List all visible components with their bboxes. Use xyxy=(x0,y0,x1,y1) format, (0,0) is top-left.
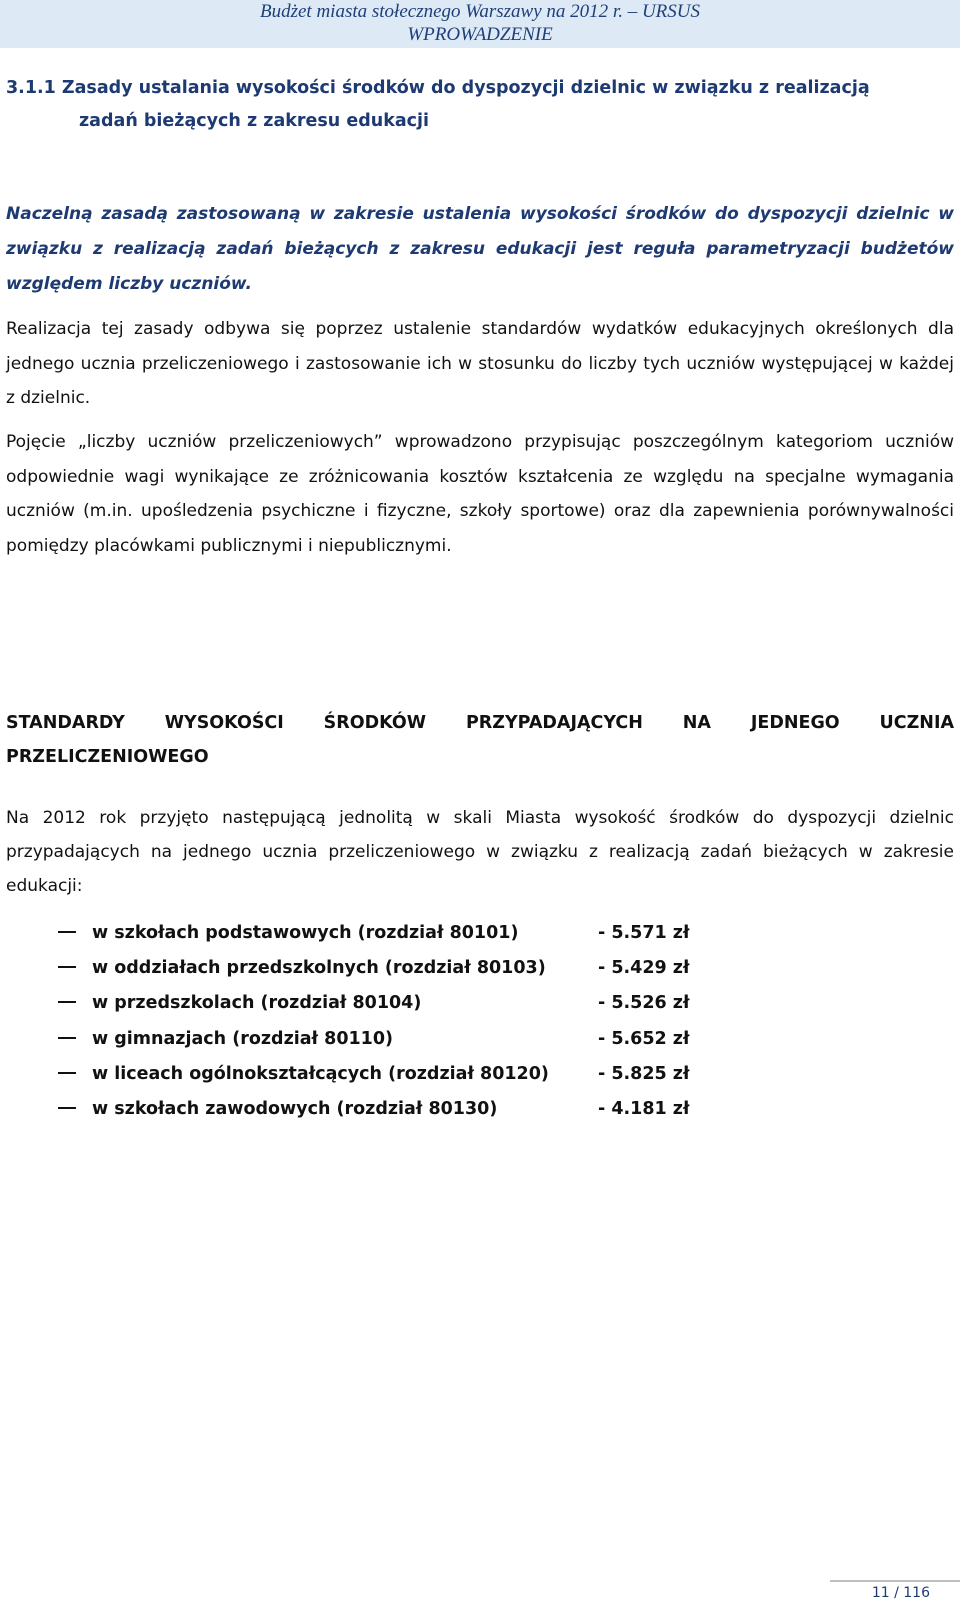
dash-bullet xyxy=(58,1107,76,1109)
dash-bullet xyxy=(58,1037,76,1039)
standards-intro-paragraph: Na 2012 rok przyjęto następującą jednolitą w skali Miasta wysokość środków do dyspozycji dzielnic przypadających na jednego ucznia przeliczeniowego w związku z realizacją zadań bieżących w zakresie edukacji: xyxy=(6,808,954,896)
list-item xyxy=(0,1056,960,1092)
standard-label: w gimnazjach (rozdział 80110) xyxy=(92,1029,394,1049)
section-title-line1: Zasady ustalania wysokości środków do dyspozycji dzielnic w związku z realizacją xyxy=(61,78,870,98)
section-title xyxy=(6,72,950,138)
dash-bullet xyxy=(58,1072,76,1074)
standard-amount: - 5.571 zł xyxy=(598,923,690,943)
standard-label: w przedszkolach (rozdział 80104) xyxy=(92,993,422,1013)
standard-amount: - 5.825 zł xyxy=(598,1064,690,1084)
standard-amount: - 5.429 zł xyxy=(598,958,690,978)
standard-label: w liceach ogólnokształcących (rozdział 80120) xyxy=(92,1064,549,1084)
list-item xyxy=(0,915,960,951)
standard-amount: - 5.652 zł xyxy=(598,1029,690,1049)
standard-amount: - 4.181 zł xyxy=(598,1099,690,1119)
list-item xyxy=(0,985,960,1021)
standard-amount: - 5.526 zł xyxy=(598,993,690,1013)
page-number: 11 / 116 xyxy=(871,1585,930,1601)
footer-divider xyxy=(830,1580,960,1582)
implementation-paragraph: Realizacja tej zasady odbywa się poprzez ustalenie standardów wydatków edukacyjnych określonych dla jednego ucznia przeliczeniowego i zastosowanie ich w stosunku do liczby tych uczniów występującej w każdej z dzielnic. xyxy=(6,319,954,408)
list-item xyxy=(0,1091,960,1127)
standard-label: w oddziałach przedszkolnych (rozdział 80103) xyxy=(92,958,546,978)
standards-heading: STANDARDY WYSOKOŚCI ŚRODKÓW PRZYPADAJĄCYCH NA JEDNEGO UCZNIA PRZELICZENIOWEGO xyxy=(6,713,954,767)
definition-paragraph: Pojęcie „liczby uczniów przeliczeniowych” wprowadzono przypisując poszczególnym kategoriom uczniów odpowiednie wagi wynikające ze zróżnicowania kosztów kształcenia ze względu na specjalne wymagania uczniów (m.in. upośledzenia psychiczne i fizyczne, szkoły sportowe) oraz dla zapewnienia porównywalności pomiędzy placówkami publicznymi i niepublicznymi. xyxy=(6,432,954,556)
header-title: Budżet miasta stołecznego Warszawy na 2012 r. – URSUS xyxy=(260,1,700,22)
page-header xyxy=(0,0,960,48)
list-item xyxy=(0,1021,960,1057)
list-item xyxy=(0,950,960,986)
standard-label: w szkołach podstawowych (rozdział 80101) xyxy=(92,923,519,943)
dash-bullet xyxy=(58,931,76,933)
standard-label: w szkołach zawodowych (rozdział 80130) xyxy=(92,1099,498,1119)
header-subtitle: WPROWADZENIE xyxy=(407,24,553,45)
principle-paragraph: Naczelną zasadą zastosowaną w zakresie ustalenia wysokości środków do dyspozycji dzielnic w związku z realizacją zadań bieżących z zakresu edukacji jest reguła parametryzacji budżetów względem liczby uczniów. xyxy=(6,204,954,294)
section-number: 3.1.1 xyxy=(6,78,56,98)
dash-bullet xyxy=(58,1001,76,1003)
section-title-line2: zadań bieżących z zakresu edukacji xyxy=(79,111,430,131)
dash-bullet xyxy=(58,966,76,968)
